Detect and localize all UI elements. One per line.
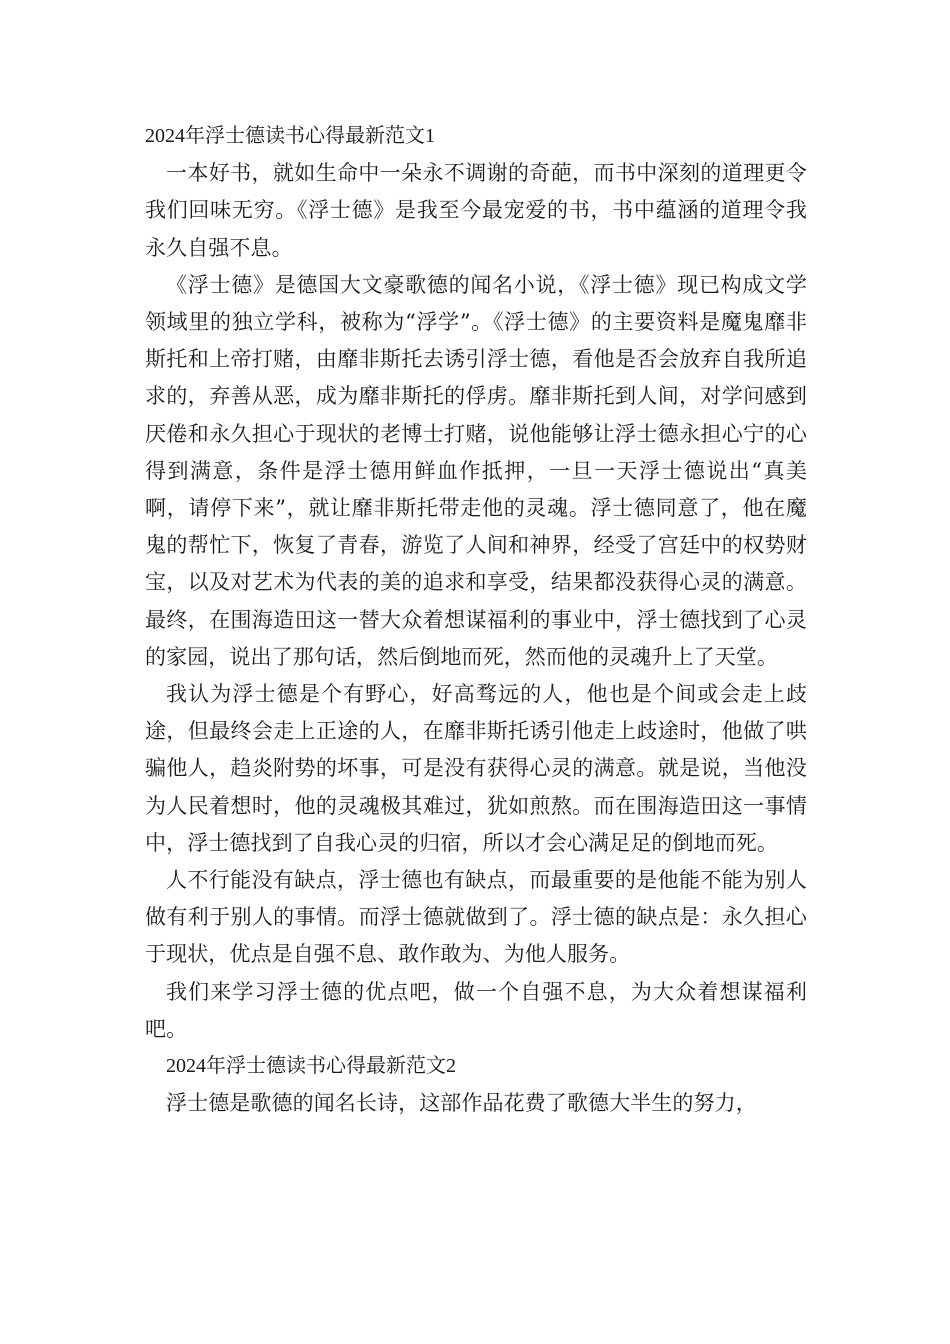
section-1-paragraph-1: 一本好书，就如生命中一朵永不调谢的奇葩，而书中深刻的道理更令我们回味无穷。《浮士德》是我至今最宠爱的书，书中蕴涵的道理令我永久自强不息。: [145, 161, 807, 260]
section-1-title: 2024年浮士德读书心得最新范文1: [145, 125, 435, 147]
section-2-paragraph-1: 浮士德是歌德的闻名长诗，这部作品花费了歌德大半生的努力，: [166, 1091, 757, 1116]
section-1-paragraph-4: 人不行能没有缺点，浮士德也有缺点，而最重要的是他能不能为别人做有利于别人的事情。而浮士德就做到了。浮士德的缺点是：永久担心于现状，优点是自强不息、敢作敢为、为他人服务。: [145, 868, 807, 967]
section-2-title: 2024年浮士德读书心得最新范文2: [166, 1055, 456, 1078]
section-1-paragraph-2: 《浮士德》是德国大文豪歌德的闻名小说，《浮士德》现已构成文学领域里的独立学科，被称为“浮学”。《浮士德》的主要资料是魔鬼靡非斯托和上帝打赌，由靡非斯托去诱引浮士德，看他是否会放弃自我所追求的，弃善从恶，成为靡非斯托的俘虏。靡非斯托到人间，对学问感到厌倦和永久担心于现状的老博士打赌，说他能够让浮士德永担心宁的心得到满意，条件是浮士德用鲜血作抵押，一旦一天浮士德说出“真美啊，请停下来”，就让靡非斯托带走他的灵魂。浮士德同意了，他在魔鬼的帮忙下，恢复了青春，游览了人间和神界，经受了宫廷中的权势财宝，以及对艺术为代表的美的追求和享受，结果都没获得心灵的满意。最终，在围海造田这一替大众着想谋福利的事业中，浮士德找到了心灵的家园，说出了那句话，然后倒地而死，然而他的灵魂升上了天堂。: [145, 272, 807, 669]
section-1-paragraph-3: 我认为浮士德是个有野心，好高骛远的人，他也是个间或会走上歧途，但最终会走上正途的人，在靡非斯托诱引他走上歧途时，他做了哄骗他人，趋炎附势的坏事，可是没有获得心灵的满意。就是说，当他没为人民着想时，他的灵魂极其难过，犹如煎熬。而在围海造田这一事情中，浮士德找到了自我心灵的归宿，所以才会心满足足的倒地而死。: [145, 682, 807, 855]
document-body: [145, 118, 807, 1122]
section-1-paragraph-5: 我们来学习浮士德的优点吧，做一个自强不息，为大众着想谋福利吧。: [145, 979, 807, 1041]
